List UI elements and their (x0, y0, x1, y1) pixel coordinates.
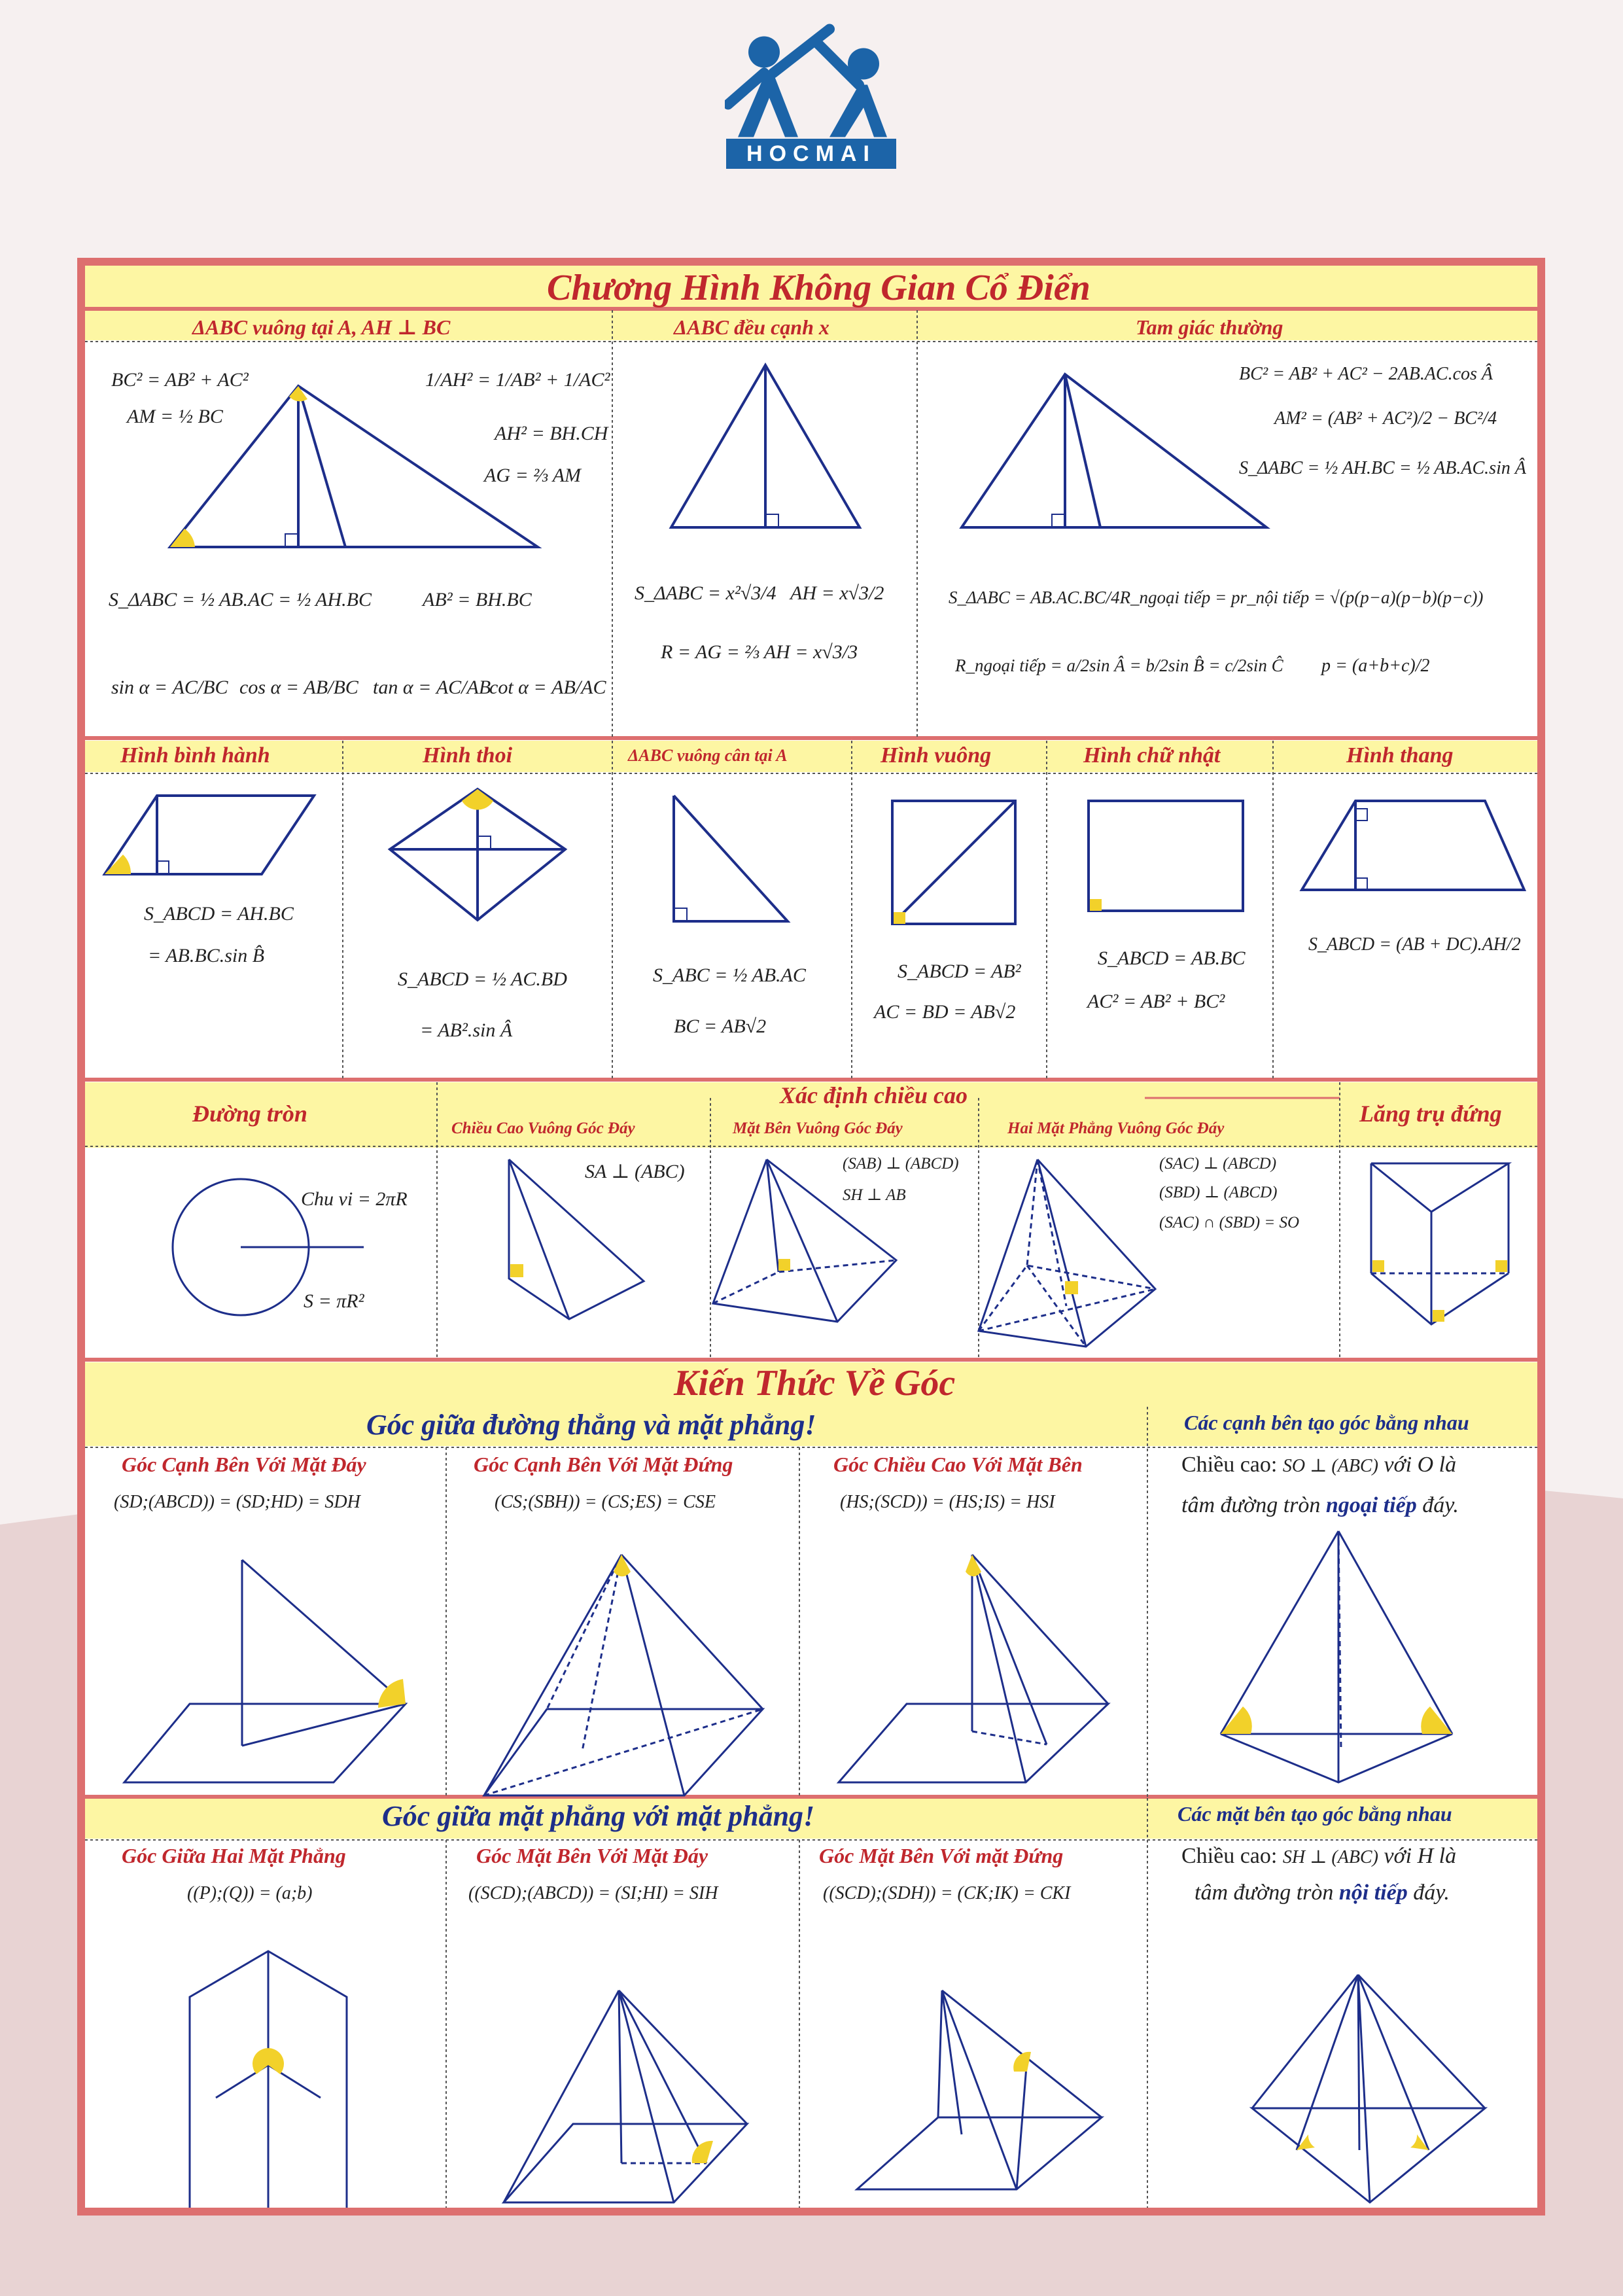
square-diagonal: AC = BD = AB√2 (874, 1001, 1016, 1023)
formula-heron: S_ΔABC = AB.AC.BC/4R_ngoại tiếp = pr_nội tiếp = √(p(p−a)(p−b)(p−c)) (949, 588, 1484, 607)
rhombus-area: S_ABCD = ½ AC.BD (398, 968, 567, 990)
side-face-base-angle-diagram (504, 1990, 747, 2202)
square-title: Hình vuông (881, 743, 992, 768)
formula-pythagoras: BC² = AB² + AC² (111, 369, 249, 391)
trapezoid-diagram (1302, 801, 1524, 890)
brand-name: HOCMAI (726, 139, 896, 169)
side-face-formula-2: SH ⊥ AB (843, 1186, 906, 1204)
height-two-planes-title: Hai Mặt Phẳng Vuông Góc Đáy (1007, 1120, 1225, 1137)
formula-leg-square: AB² = BH.BC (423, 589, 532, 610)
equal-face-note-line1: Chiều cao: SH ⊥ (ABC) với H là (1181, 1844, 1457, 1868)
side-face-vertical-plane-angle-diagram (857, 1990, 1102, 2189)
dihedral-angle-title: Góc Giữa Hai Mặt Phẳng (122, 1844, 346, 1867)
formula-median: AM = ½ BC (127, 406, 223, 427)
section-title-space-geometry: Chương Hình Không Gian Cổ Điển (547, 268, 1091, 308)
formula-median-length: AM² = (AB² + AC²)/2 − BC²/4 (1274, 408, 1497, 429)
formula-cot: cot α = AB/AC (489, 677, 606, 698)
rectangle-diagram (1089, 801, 1243, 911)
sheet-graphics (85, 266, 1537, 2208)
edge-vertical-angle-formula: (CS;(SBH)) = (CS;ES) = CSE (495, 1492, 716, 1512)
formula-semiperimeter: p = (a+b+c)/2 (1321, 656, 1430, 676)
height-side-angle-formula: (HS;(SCD)) = (HS;IS) = HSI (840, 1492, 1055, 1512)
equal-edge-angles-diagram (1221, 1531, 1452, 1782)
formula-equilateral-area: S_ΔABC = x²√3/4 (635, 582, 777, 604)
two-planes-formula-1: (SAC) ⊥ (ABCD) (1159, 1155, 1277, 1173)
side-vertical-angle-formula: ((SCD);(SDH)) = (CK;IK) = CKI (823, 1883, 1071, 1903)
height-side-face-title: Mặt Bên Vuông Góc Đáy (733, 1120, 903, 1137)
section-title-angles: Kiến Thức Về Góc (674, 1363, 956, 1404)
parallelogram-area: S_ABCD = AH.BC (144, 903, 294, 925)
equal-edge-angles-title: Các cạnh bên tạo góc bằng nhau (1184, 1411, 1469, 1434)
circle-title: Đường tròn (192, 1101, 307, 1127)
formula-equilateral-height: AH = x√3/2 (790, 582, 884, 604)
isosceles-right-area: S_ABC = ½ AB.AC (653, 964, 806, 986)
pyramid-height-diagram (509, 1159, 644, 1319)
pyramid-side-face-diagram (713, 1159, 896, 1322)
trapezoid-title: Hình thang (1346, 743, 1454, 768)
right-prism-diagram (1371, 1163, 1509, 1324)
plane-plane-angle-title: Góc giữa mặt phẳng với mặt phẳng! (382, 1800, 815, 1832)
edge-base-angle-formula: (SD;(ABCD)) = (SD;HD) = SDH (114, 1492, 360, 1512)
side-base-angle-title: Góc Mặt Bên Với Mặt Đáy (476, 1844, 708, 1867)
parallelogram-title: Hình bình hành (120, 743, 270, 768)
trapezoid-area: S_ABCD = (AB + DC).AH/2 (1308, 934, 1521, 955)
formula-general-area: S_ΔABC = ½ AH.BC = ½ AB.AC.sin Â (1239, 458, 1526, 478)
height-formula: SA ⊥ (ABC) (585, 1161, 685, 1182)
height-title: Xác định chiều cao (780, 1082, 968, 1108)
formula-right-area: S_ΔABC = ½ AB.AC = ½ AH.BC (109, 589, 372, 610)
formula-altitude-square: AH² = BH.CH (495, 423, 608, 444)
formula-cos: cos α = AB/BC (239, 677, 358, 698)
formula-centroid: AG = ⅔ AM (484, 465, 582, 486)
line-plane-angle-title: Góc giữa đường thẳng và mặt phẳng! (366, 1409, 816, 1441)
equilateral-triangle-title: ΔABC đều cạnh x (674, 315, 829, 339)
equilateral-triangle-diagram (671, 365, 860, 527)
side-face-formula-1: (SAB) ⊥ (ABCD) (843, 1155, 959, 1173)
isosceles-right-hypotenuse: BC = AB√2 (674, 1016, 767, 1037)
pyramid-two-planes-diagram (979, 1159, 1155, 1347)
height-perpendicular-base-title: Chiều Cao Vuông Góc Đáy (451, 1120, 635, 1137)
formula-sin: sin α = AC/BC (111, 677, 228, 698)
edge-vertical-angle-title: Góc Cạnh Bên Với Mặt Đứng (474, 1453, 733, 1476)
two-planes-formula-2: (SBD) ⊥ (ABCD) (1159, 1184, 1278, 1201)
height-side-angle-title: Góc Chiều Cao Với Mặt Bên (833, 1453, 1083, 1476)
formula-law-of-cosines: BC² = AB² + AC² − 2AB.AC.cos Â (1239, 364, 1493, 384)
dihedral-angle-diagram (190, 1951, 347, 2208)
square-area: S_ABCD = AB² (898, 961, 1021, 982)
side-base-angle-formula: ((SCD);(ABCD)) = (SI;HI) = SIH (468, 1883, 718, 1903)
formula-altitude-inverse: 1/AH² = 1/AB² + 1/AC² (425, 369, 610, 391)
equal-edge-note-line1: Chiều cao: SO ⊥ (ABC) với O là (1181, 1453, 1457, 1477)
parallelogram-area-sin: = AB.BC.sin B̂ (148, 945, 265, 966)
edge-base-angle-diagram (124, 1560, 406, 1782)
isosceles-right-title: ΔABC vuông cân tại A (628, 746, 788, 765)
formula-equilateral-radius: R = AG = ⅔ AH = x√3/3 (661, 641, 858, 663)
right-triangle-diagram (170, 386, 538, 547)
formula-sheet (77, 258, 1545, 2216)
circle-area: S = πR² (304, 1290, 364, 1312)
general-triangle-title: Tam giác thường (1136, 315, 1283, 339)
equal-face-angles-title: Các mặt bên tạo góc bằng nhau (1178, 1802, 1452, 1826)
rectangle-title: Hình chữ nhật (1083, 743, 1221, 768)
two-planes-formula-3: (SAC) ∩ (SBD) = SO (1159, 1214, 1300, 1231)
circle-perimeter: Chu vi = 2πR (301, 1188, 408, 1210)
edge-base-angle-title: Góc Cạnh Bên Với Mặt Đáy (122, 1453, 366, 1476)
equal-face-angles-diagram (1252, 1975, 1485, 2202)
formula-tan: tan α = AC/AB (373, 677, 491, 698)
rectangle-diagonal: AC² = AB² + BC² (1087, 991, 1225, 1012)
equal-face-note-line2: tâm đường tròn nội tiếp đáy. (1195, 1881, 1450, 1905)
general-triangle-diagram (962, 374, 1266, 527)
height-side-face-angle-diagram (839, 1555, 1108, 1782)
dihedral-angle-formula: ((P);(Q)) = (a;b) (187, 1883, 313, 1903)
parallelogram-diagram (105, 796, 314, 874)
rhombus-area-sin: = AB².sin Â (420, 1019, 513, 1041)
equal-edge-note-line2: tâm đường tròn ngoại tiếp đáy. (1181, 1493, 1459, 1517)
rectangle-area: S_ABCD = AB.BC (1098, 947, 1246, 969)
isoceles-right-triangle-diagram (674, 796, 788, 921)
prism-title: Lăng trụ đứng (1359, 1101, 1502, 1127)
side-vertical-angle-title: Góc Mặt Bên Với mặt Đứng (819, 1844, 1064, 1867)
edge-vertical-plane-angle-diagram (484, 1555, 763, 1795)
rhombus-title: Hình thoi (423, 743, 513, 768)
formula-law-of-sines: R_ngoại tiếp = a/2sin Â = b/2sin B̂ = c/2sin Ĉ (955, 656, 1283, 675)
right-triangle-title: ΔABC vuông tại A, AH ⊥ BC (192, 315, 451, 339)
